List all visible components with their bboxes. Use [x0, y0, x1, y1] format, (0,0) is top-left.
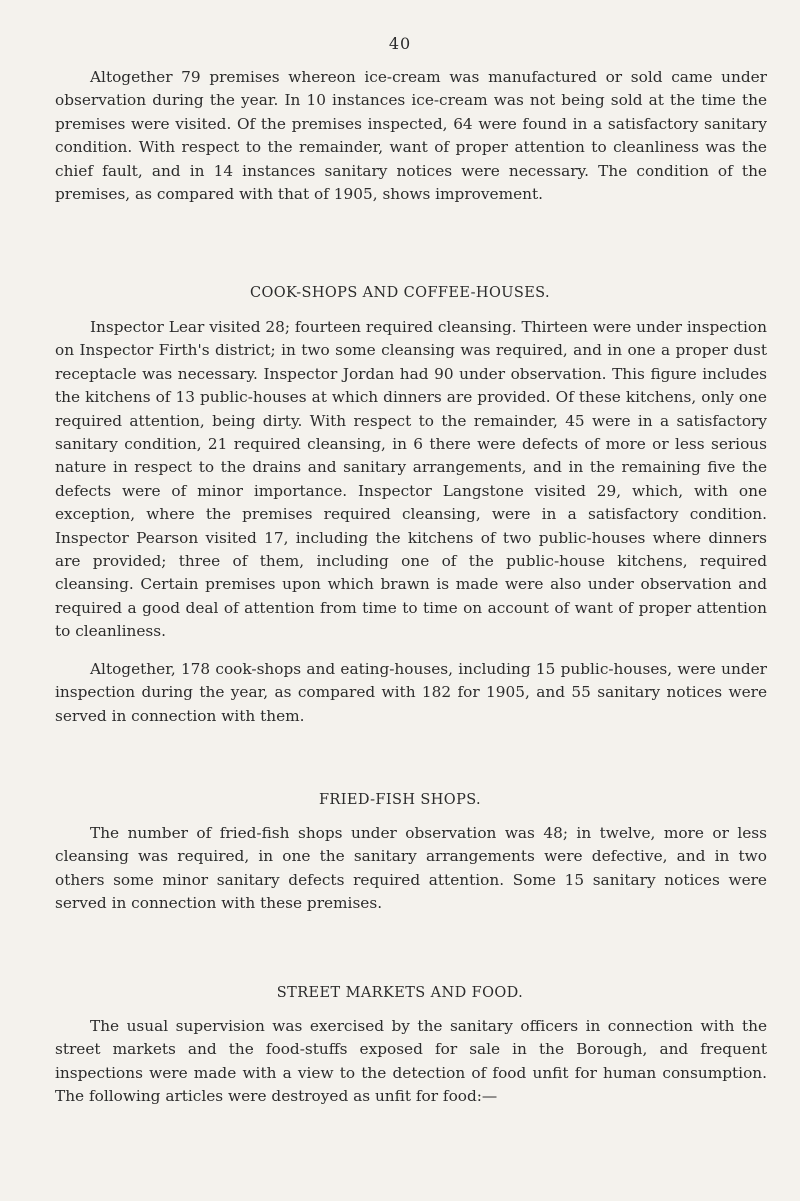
cook-shops-section [55, 316, 767, 644]
section-heading-cook-shops: COOK-SHOPS AND COFFEE-HOUSES. [249, 285, 551, 301]
fried-fish-section [55, 822, 767, 916]
paragraph: Altogether, 178 cook-shops and eating-houses, including 15 public-houses, were under inspection during the year, as compared with 182 for 1905, and 55 sanitary notices were served in connection with them. [55, 660, 767, 725]
section-heading-fried-fish: FRIED-FISH SHOPS. [318, 792, 482, 808]
ice-cream-section [55, 66, 767, 206]
page-number: 40 [388, 34, 412, 53]
paragraph: The number of fried-fish shops under observation was 48; in twelve, more or less cleansing was required, in one the sanitary arrangements were defective, and in two others some minor sanitary defects required attention. Some 15 sanitary notices were served in connection with these premises. [55, 824, 767, 913]
street-markets-section [55, 1015, 767, 1109]
section-heading-street-markets: STREET MARKETS AND FOOD. [276, 985, 524, 1001]
paragraph: Inspector Lear visited 28; fourteen required cleansing. Thirteen were under inspection on Inspector Firth's district; in two some cleansing was required, and in one a proper dust receptacle was necessary. Inspector Jordan had 90 under observation. This figure includes the kitchens of 13 public-houses at which dinners are provided. Of these kitchens, only one required attention, being dirty. With respect to the remainder, 45 were in a satisfactory sanitary condition, 21 required cleansing, in 6 there were defects of more or less serious nature in respect to the drains and sanitary arrangements, and in the remaining five the defects were of minor importance. Inspector Langstone visited 29, which, with one exception, where the premises required cleansing, were in a satisfactory condition. Inspector Pearson visited 17, including the kitchens of two public-houses where dinners are provided; three of them, including one of the public-house kitchens, required cleansing. Certain premises upon which brawn is made were also under observation and required a good deal of attention from time to time on account of want of proper attention to cleanliness. [55, 318, 767, 641]
paragraph: The usual supervision was exercised by the sanitary officers in connection with the street markets and the food-stuffs exposed for sale in the Borough, and frequent inspections were made with a view to the detection of food unfit for human consumption. The following articles were destroyed as unfit for food:— [55, 1017, 767, 1106]
cook-shops-summary [55, 658, 767, 728]
paragraph: Altogether 79 premises whereon ice-cream was manufactured or sold came under observation during the year. In 10 instances ice-cream was not being sold at the time the premises were visited. Of the premises inspected, 64 were found in a satisfactory sanitary condition. With respect to the remainder, want of proper attention to cleanliness was the chief fault, and in 14 instances sanitary notices were necessary. The condition of the premises, as compared with that of 1905, shows improvement. [55, 68, 767, 204]
